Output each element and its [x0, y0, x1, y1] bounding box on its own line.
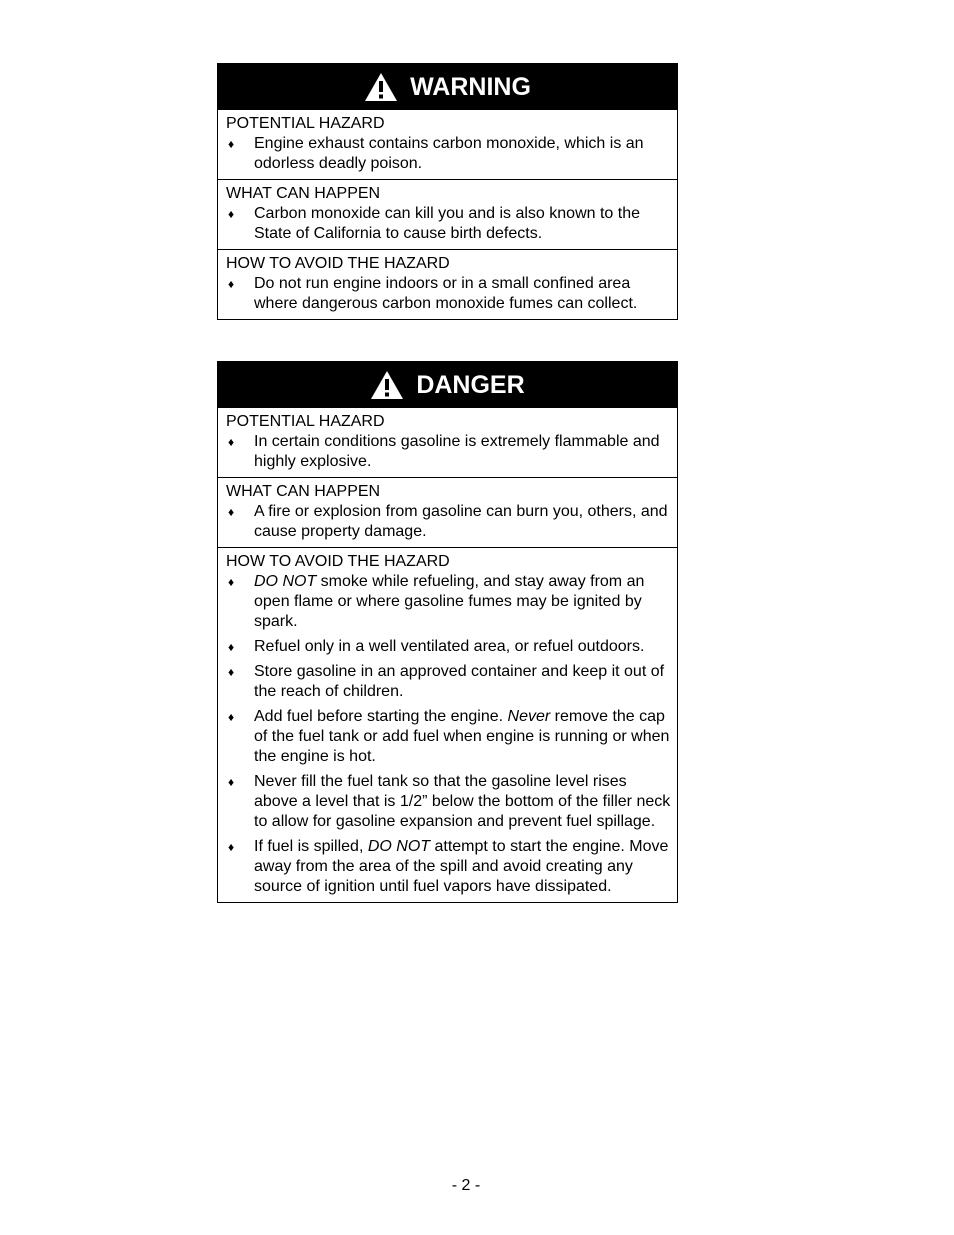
- emphasis-text: DO NOT: [254, 573, 317, 590]
- warning-box: [217, 63, 678, 320]
- text-run: Never fill the fuel tank so that the gasoline level rises above a level that is 1/2” below the bottom of the filler neck to allow for gasoline expansion and prevent fuel spillage.: [254, 773, 671, 830]
- bullet-item: [226, 772, 671, 832]
- bullet-text: [254, 134, 671, 174]
- warning-banner: [218, 64, 677, 110]
- bullet-text: [254, 772, 671, 832]
- section-heading: POTENTIAL HAZARD: [226, 115, 385, 132]
- text-run: In certain conditions gasoline is extremely flammable and highly explosive.: [254, 433, 660, 470]
- diamond-bullet-icon: ♦: [228, 840, 235, 854]
- diamond-bullet-icon: ♦: [228, 207, 235, 221]
- hazard-section: [218, 249, 677, 319]
- bullet-item: [226, 662, 671, 702]
- text-run: A fire or explosion from gasoline can burn you, others, and cause property damage.: [254, 503, 668, 540]
- bullet-text: [254, 837, 671, 897]
- warning-title: WARNING: [410, 72, 531, 101]
- section-heading: HOW TO AVOID THE HAZARD: [226, 553, 450, 570]
- text-run: smoke while refueling, and stay away from an open flame or where gasoline fumes may be ignited by spark.: [254, 573, 645, 630]
- text-run: Add fuel before starting the engine.: [254, 708, 508, 725]
- bullet-text: [254, 572, 671, 632]
- diamond-bullet-icon: ♦: [228, 665, 235, 679]
- danger-banner: [218, 362, 677, 408]
- text-run: Store gasoline in an approved container and keep it out of the reach of children.: [254, 663, 665, 700]
- bullet-item: [226, 134, 671, 174]
- bullet-item: [226, 637, 671, 657]
- bullet-text: [254, 204, 671, 244]
- text-run: If fuel is spilled,: [254, 838, 368, 855]
- text-run: attempt to start the engine. Move away from the area of the spill and avoid creating any source of ignition until fuel vapors have dissipated.: [254, 838, 669, 895]
- diamond-bullet-icon: ♦: [228, 137, 235, 151]
- emphasis-text: Never: [507, 708, 551, 725]
- diamond-bullet-icon: ♦: [228, 505, 235, 519]
- hazard-section: [218, 110, 677, 179]
- hazard-section: [218, 179, 677, 249]
- text-run: Engine exhaust contains carbon monoxide, which is an odorless deadly poison.: [254, 135, 644, 172]
- bullet-item: [226, 572, 671, 632]
- text-run: Do not run engine indoors or in a small confined area where dangerous carbon monoxide fumes can collect.: [254, 275, 638, 312]
- bullet-text: [254, 274, 671, 314]
- danger-sections: [218, 408, 677, 902]
- danger-title: DANGER: [416, 370, 525, 399]
- hazard-section: [218, 408, 677, 477]
- emphasis-text: DO NOT: [367, 838, 431, 855]
- diamond-bullet-icon: ♦: [228, 640, 235, 654]
- warning-triangle-icon: [370, 370, 404, 400]
- text-run: remove the cap of the fuel tank or add fuel when engine is running or when the engine is hot.: [254, 708, 670, 765]
- diamond-bullet-icon: ♦: [228, 435, 235, 449]
- bullet-item: [226, 837, 671, 897]
- text-run: Carbon monoxide can kill you and is also known to the State of California to cause birth defects.: [254, 205, 640, 242]
- bullet-text: [254, 707, 671, 767]
- bullet-text: [254, 432, 671, 472]
- bullet-item: [226, 274, 671, 314]
- section-heading: WHAT CAN HAPPEN: [226, 483, 381, 500]
- section-heading: HOW TO AVOID THE HAZARD: [226, 255, 450, 272]
- bullet-text: [254, 662, 671, 702]
- section-heading: POTENTIAL HAZARD: [226, 413, 385, 430]
- danger-box: [217, 361, 678, 903]
- bullet-item: [226, 707, 671, 767]
- bullet-text: [254, 502, 671, 542]
- hazard-section: [218, 547, 677, 902]
- diamond-bullet-icon: ♦: [228, 575, 235, 589]
- section-heading: WHAT CAN HAPPEN: [226, 185, 381, 202]
- bullet-item: [226, 432, 671, 472]
- diamond-bullet-icon: ♦: [228, 277, 235, 291]
- warning-triangle-icon: [364, 72, 398, 102]
- text-run: Refuel only in a well ventilated area, or refuel outdoors.: [254, 638, 645, 655]
- diamond-bullet-icon: ♦: [228, 710, 235, 724]
- bullet-item: [226, 502, 671, 542]
- bullet-item: [226, 204, 671, 244]
- hazard-section: [218, 477, 677, 547]
- page-number: - 2 -: [451, 1177, 481, 1194]
- bullet-text: [254, 637, 671, 657]
- diamond-bullet-icon: ♦: [228, 775, 235, 789]
- warning-sections: [218, 110, 677, 319]
